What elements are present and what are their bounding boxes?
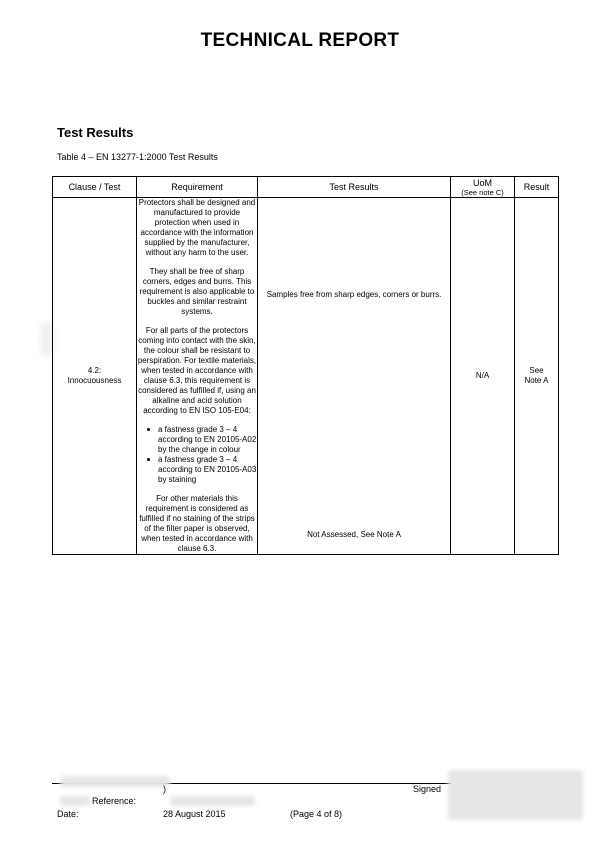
- clause-cell: [53, 198, 137, 555]
- header-uom: [451, 177, 515, 198]
- table-row: [53, 198, 559, 555]
- report-title: TECHNICAL REPORT: [200, 30, 400, 51]
- header-test-results: Test Results: [258, 177, 451, 198]
- requirement-paragraph-3: For all parts of the protectors coming into contact with the skin, the colour shall be resistant to perspiration. For textile materials, when tested in accordance with clause 6.3, this requirement is considered as fulfilled if, using an alkaline and acid solution according to EN ISO 105-E04:: [137, 326, 257, 415]
- footer-signed-label: Signed: [413, 784, 442, 794]
- test-results-cell: [258, 198, 451, 555]
- footer-partial-text: ): [163, 784, 166, 794]
- test-result-sharp-edges: Samples free from sharp edges, corners or burrs.: [266, 290, 442, 299]
- table-header-row: [53, 177, 559, 198]
- result-cell: [515, 198, 559, 555]
- header-uom-note: (See note C): [461, 187, 504, 197]
- clause-number: 4.2:: [87, 366, 102, 375]
- footer-page-number: (Page 4 of 8): [290, 809, 343, 819]
- redacted-signature: [448, 770, 583, 820]
- requirement-bullet-2: a fastness grade 3 – 4 according to EN 20105-A03 by staining: [147, 455, 257, 485]
- test-result-perspiration: Not Assessed, See Note A: [307, 530, 401, 539]
- section-title: Test Results: [57, 125, 134, 140]
- redacted-reference: [170, 796, 255, 806]
- requirement-cell: [137, 198, 258, 555]
- result-line-1: See: [529, 366, 544, 375]
- header-requirement: Requirement: [137, 177, 258, 198]
- requirement-paragraph-1: Protectors shall be designed and manufactured to provide protection when used in accordance with the information supplied by the manufacturer, without any harm to the user.: [138, 198, 256, 257]
- result-line-2: Note A: [524, 376, 549, 385]
- clause-name: Innocuousness: [67, 376, 122, 385]
- uom-cell: N/A: [451, 198, 515, 555]
- table-caption: Table 4 – EN 13277-1:2000 Test Results: [57, 152, 218, 162]
- header-result: Result: [515, 177, 559, 198]
- results-table: [52, 176, 559, 555]
- footer-date-label: Date:: [57, 809, 79, 819]
- redacted-company: [60, 776, 170, 787]
- redacted-prefix: [60, 796, 90, 806]
- footer-date-value: 28 August 2015: [163, 809, 226, 819]
- header-clause: Clause / Test: [53, 177, 137, 198]
- footer-reference-label: Reference:: [92, 796, 137, 806]
- requirement-bullet-1: a fastness grade 3 – 4 according to EN 20105-A02 by the change in colour: [147, 425, 257, 455]
- requirement-paragraph-2: They shall be free of sharp corners, edges and burrs. This requirement is also applicable to buckles and similar restraint systems.: [139, 267, 255, 316]
- header-uom-label: UoM: [472, 177, 492, 188]
- requirement-paragraph-4: For other materials this requirement is considered as fulfilled if no staining of the strips of the filter paper is observed, when tested in accordance with clause 6.3.: [139, 494, 255, 553]
- requirement-bullet-list: [137, 425, 257, 485]
